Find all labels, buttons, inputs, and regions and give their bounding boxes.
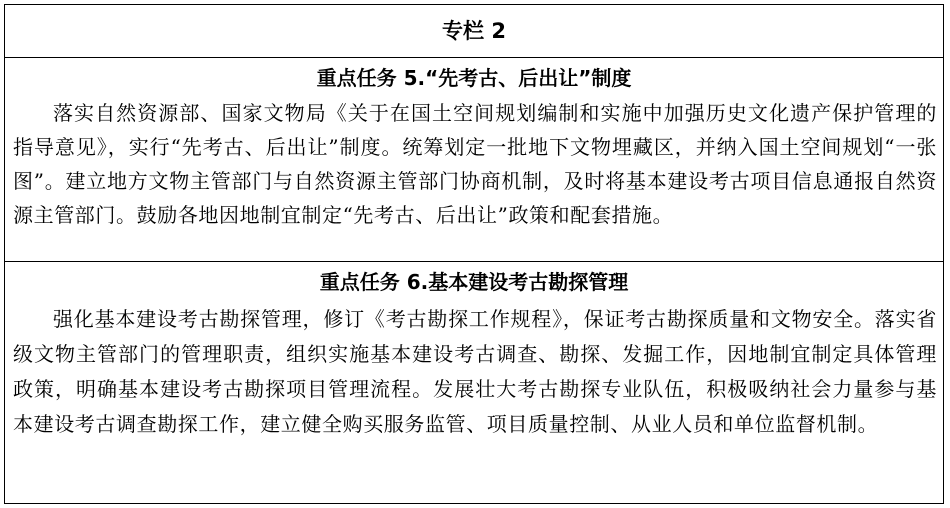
task-6-heading: 重点任务 6.基本建设考古勘探管理 [319,270,629,294]
column-box [4,4,944,504]
task-5-heading: 重点任务 5.“先考古、后出让”制度 [316,66,632,90]
column-title-row [5,5,943,57]
task-5-body: 落实自然资源部、国家文物局《关于在国土空间规划编制和实施中加强历史文化遗产保护管理的指导意见》，实行“先考古、后出让”制度。统筹划定一批地下文物埋藏区，并纳入国土空间规划“一张图”。建立地方文物主管部门与自然资源主管部门协商机制，及时将基本建设考古项目信息通报自然资源主管部门。鼓励各地因地制宜制定“先考古、后出让”政策和配套措施。 [13,101,937,227]
column-title: 专栏 2 [442,19,506,43]
task-section-5 [5,57,943,262]
task-6-body: 强化基本建设考古勘探管理，修订《考古勘探工作规程》，保证考古勘探质量和文物安全。落实省级文物主管部门的管理职责，组织实施基本建设考古调查、勘探、发掘工作，因地制宜制定具体管理政策，明确基本建设考古勘探项目管理流程。发展壮大考古勘探专业队伍，积极吸纳社会力量参与基本建设考古调查勘探工作，建立健全购买服务监管、项目质量控制、从业人员和单位监督机制。 [13,307,937,436]
task-section-6 [5,261,943,506]
